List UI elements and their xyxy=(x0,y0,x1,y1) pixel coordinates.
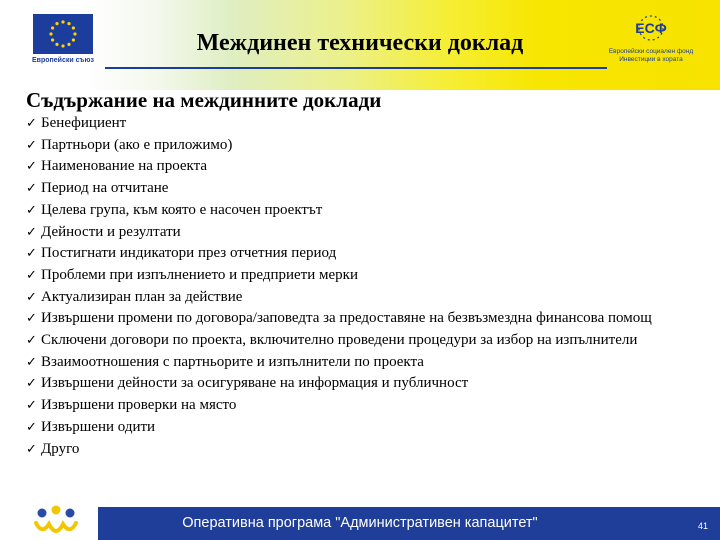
checkmark-icon: ✓ xyxy=(26,137,42,153)
list-item-text: Извършени дейности за осигуряване на информация и публичност xyxy=(41,375,469,392)
checkmark-icon: ✓ xyxy=(26,311,42,327)
list-item-text: Извършени проверки на място xyxy=(41,397,237,414)
program-logo-icon xyxy=(32,503,80,540)
checkmark-icon: ✓ xyxy=(26,354,42,370)
checkmark-icon: ✓ xyxy=(26,116,42,131)
page-title: Междинен технически доклад xyxy=(196,30,524,56)
list-item xyxy=(26,200,694,222)
contents-list xyxy=(26,113,694,460)
checkmark-icon: ✓ xyxy=(26,181,42,197)
list-item-text: Сключени договори по проекта, включително проведени процедури за избор на изпълнители xyxy=(41,332,638,349)
list-item-text: Дейности и резултати xyxy=(41,223,181,240)
list-item xyxy=(26,395,694,417)
list-item-text: Целева група, към която е насочен проектът xyxy=(41,201,323,218)
list-item xyxy=(26,330,694,352)
checkmark-icon: ✓ xyxy=(26,333,42,349)
list-item-text: Партньори (ако е приложимо) xyxy=(41,136,233,153)
list-item-text: Наименование на проекта xyxy=(41,158,208,175)
list-item xyxy=(26,439,694,461)
footer-bar xyxy=(0,507,720,540)
list-item xyxy=(26,135,694,157)
checkmark-icon: ✓ xyxy=(26,159,42,175)
checkmark-icon: ✓ xyxy=(26,398,42,414)
list-item-text: Извършени одити xyxy=(41,418,156,435)
esf-caption-line2: Инвестиции в хората xyxy=(619,56,683,63)
list-item-text: Бенефициент xyxy=(41,115,127,131)
list-item-text: Извършени промени по договора/заповедта за предоставяне на безвъзмездна финансова помощ xyxy=(41,310,652,327)
list-item-text: Актуализиран план за действие xyxy=(41,288,243,305)
list-item xyxy=(26,352,694,374)
list-item xyxy=(26,243,694,265)
title-divider xyxy=(105,67,607,69)
list-item-text: Взаимоотношения с партньорите и изпълнители по проекта xyxy=(41,353,424,370)
list-item-text: Период на отчитане xyxy=(41,180,169,197)
list-item xyxy=(26,178,694,200)
list-item xyxy=(26,308,694,330)
esf-caption-line1: Европейски социален фонд xyxy=(608,48,694,55)
header-banner xyxy=(0,0,720,90)
checkmark-icon: ✓ xyxy=(26,246,42,262)
list-item xyxy=(26,222,694,244)
list-item xyxy=(26,287,694,309)
esf-caption xyxy=(602,48,700,64)
list-item-text: Друго xyxy=(41,440,80,457)
list-item-text: Проблеми при изпълнението и предприети мерки xyxy=(41,266,358,283)
checkmark-icon: ✓ xyxy=(26,289,42,305)
list-item xyxy=(26,417,694,439)
section-heading: Съдържание на междинните доклади xyxy=(26,88,382,112)
list-item xyxy=(26,265,694,287)
esf-logo-text: ЕСФ xyxy=(635,20,667,36)
list-item-text: Постигнати индикатори през отчетния период xyxy=(41,245,337,262)
list-item xyxy=(26,373,694,395)
eu-caption: Европейски съюз xyxy=(32,57,94,64)
checkmark-icon: ✓ xyxy=(26,224,42,240)
checkmark-icon: ✓ xyxy=(26,202,42,218)
checkmark-icon: ✓ xyxy=(26,441,42,457)
esf-logo-icon xyxy=(630,14,672,44)
program-name: Оперативна програма "Административен капацитет" xyxy=(182,515,538,531)
page-number: 41 xyxy=(697,521,708,531)
list-item xyxy=(26,113,694,135)
checkmark-icon: ✓ xyxy=(26,267,42,283)
list-item xyxy=(26,156,694,178)
checkmark-icon: ✓ xyxy=(26,376,42,392)
checkmark-icon: ✓ xyxy=(26,419,42,435)
